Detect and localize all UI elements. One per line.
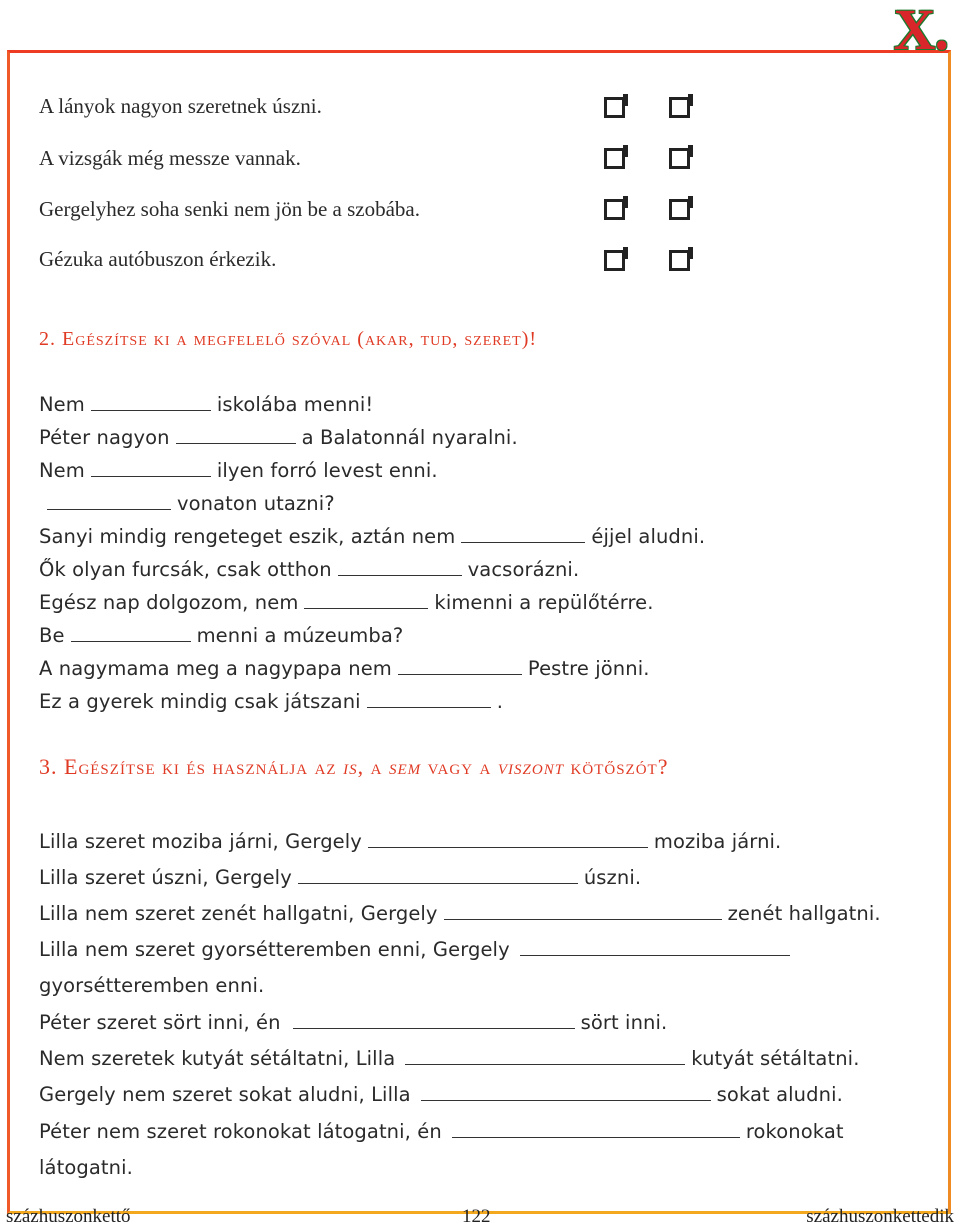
s3-blank[interactable]: [452, 1136, 740, 1138]
s2-blank[interactable]: [91, 409, 211, 411]
s2-blank[interactable]: [91, 475, 211, 477]
checkbox-false-1[interactable]: [669, 97, 690, 118]
page-number: 122: [462, 1206, 491, 1227]
checkbox-true-3[interactable]: [604, 199, 625, 220]
s2-sentence: Egész nap dolgozom, nem kimenni a repülőtérre.: [39, 591, 654, 614]
s2-sentence: Nem ilyen forró levest enni.: [39, 459, 438, 482]
s3-blank[interactable]: [444, 918, 722, 920]
s2-blank[interactable]: [338, 574, 462, 576]
statement-2: A vizsgák még messze vannak.: [39, 146, 301, 170]
checkbox-true-1[interactable]: [604, 97, 625, 118]
s2-blank[interactable]: [176, 442, 296, 444]
s2-blank[interactable]: [304, 607, 428, 609]
exercise-2-heading: 2. Egészítse ki a megfelelő szóval (akar, tud, szeret)!: [39, 328, 538, 350]
statement-3: Gergelyhez soha senki nem jön be a szobába.: [39, 197, 420, 221]
checkbox-false-3[interactable]: [669, 199, 690, 220]
s2-sentence: A nagymama meg a nagypapa nem Pestre jönni.: [39, 657, 650, 680]
s3-sentence: Nem szeretek kutyát sétáltatni, Lilla kutyát sétáltatni.: [39, 1047, 860, 1070]
s2-blank[interactable]: [461, 541, 585, 543]
checkbox-false-2[interactable]: [669, 148, 690, 169]
s3-blank[interactable]: [368, 846, 648, 848]
s2-sentence: Péter nagyon a Balatonnál nyaralni.: [39, 426, 518, 449]
checkbox-true-2[interactable]: [604, 148, 625, 169]
s3-sentence: Lilla nem szeret gyorsétteremben enni, Gergely: [39, 937, 796, 963]
exercise-3-heading: 3. Egészítse ki és használja az is, a sem vagy a viszont kötőszót?: [39, 754, 669, 779]
s2-sentence: Be menni a múzeumba?: [39, 624, 404, 647]
statement-4: Gézuka autóbuszon érkezik.: [39, 247, 277, 271]
s2-blank[interactable]: [398, 673, 522, 675]
s3-sentence-continued: gyorsétteremben enni.: [39, 974, 265, 997]
checkbox-false-4[interactable]: [669, 250, 690, 271]
s3-sentence: Lilla szeret moziba járni, Gergely moziba járni.: [39, 830, 782, 853]
s3-sentence: Lilla szeret úszni, Gergely úszni.: [39, 866, 642, 889]
s2-sentence: vonaton utazni?: [39, 491, 335, 517]
checkbox-true-4[interactable]: [604, 250, 625, 271]
s3-blank[interactable]: [520, 954, 790, 956]
s2-blank[interactable]: [367, 706, 491, 708]
s2-sentence: Ez a gyerek mindig csak játszani .: [39, 690, 504, 713]
s3-sentence: Gergely nem szeret sokat aludni, Lilla sokat aludni.: [39, 1083, 843, 1106]
s2-sentence: Ők olyan furcsák, csak otthon vacsorázni.: [39, 558, 580, 581]
s3-blank[interactable]: [293, 1027, 575, 1029]
statement-1: A lányok nagyon szeretnek úszni.: [39, 94, 322, 118]
s3-sentence: Péter szeret sört inni, én sört inni.: [39, 1011, 668, 1034]
s3-sentence-continued: látogatni.: [39, 1156, 133, 1179]
footer-right: százhuszonkettedik: [806, 1206, 954, 1227]
s3-sentence: Péter nem szeret rokonokat látogatni, én rokonokat: [39, 1120, 844, 1143]
s2-sentence: Sanyi mindig rengeteget eszik, aztán nem éjjel aludni.: [39, 525, 706, 548]
s3-blank[interactable]: [298, 882, 578, 884]
s3-blank[interactable]: [421, 1099, 711, 1101]
s2-blank[interactable]: [71, 640, 191, 642]
s2-sentence: Nem iskolába menni!: [39, 393, 374, 416]
s2-blank[interactable]: [47, 508, 171, 510]
footer-left: százhuszonkettő: [6, 1206, 131, 1227]
chapter-mark: X.: [893, 0, 948, 62]
s3-sentence: Lilla nem szeret zenét hallgatni, Gergely zenét hallgatni.: [39, 902, 881, 925]
s3-blank[interactable]: [405, 1063, 685, 1065]
